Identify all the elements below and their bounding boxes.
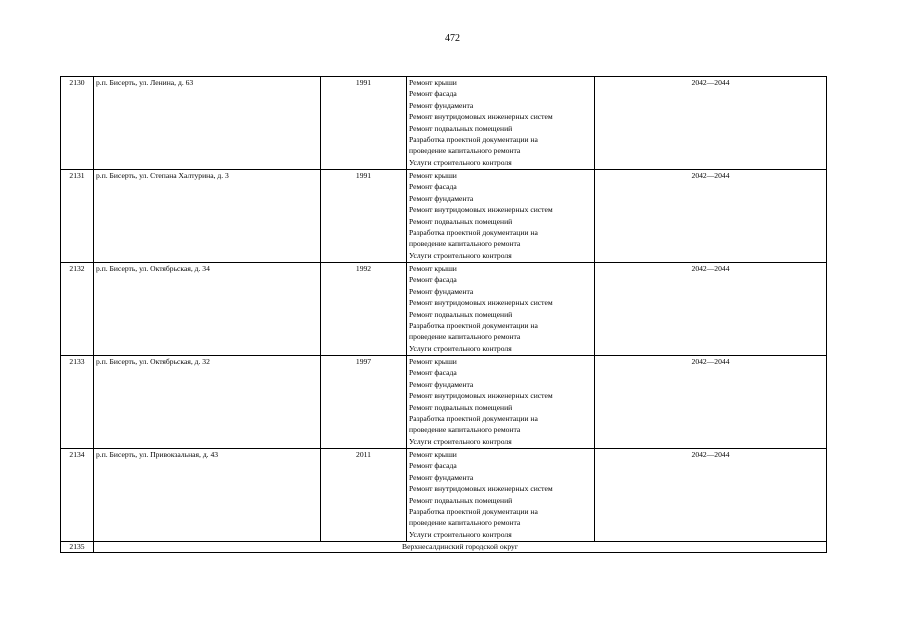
works-cell — [407, 449, 595, 542]
period-cell: 2042—2044 — [595, 77, 827, 170]
work-item: Услуги строительного контроля — [409, 436, 512, 446]
work-item: Ремонт фасада — [409, 182, 457, 192]
district-name-cell: Верхнесалдинский городской округ — [94, 542, 827, 553]
works-cell — [407, 77, 595, 170]
works-cell — [407, 170, 595, 263]
works-cell — [407, 356, 595, 449]
table-body — [61, 77, 827, 553]
row-number-cell: 2134 — [61, 449, 94, 542]
work-item: Ремонт фундамента — [409, 193, 474, 203]
work-item: Ремонт внутридомовых инженерных систем — [409, 484, 553, 494]
work-item: Ремонт подвальных помещений — [409, 402, 513, 412]
work-item: Ремонт фасада — [409, 368, 457, 378]
row-number-cell: 2133 — [61, 356, 94, 449]
work-item: Ремонт крыши — [409, 78, 457, 87]
work-item: Ремонт фундамента — [409, 472, 474, 482]
page-number: 472 — [445, 33, 460, 44]
work-item: Разработка проектной документации на — [409, 507, 538, 517]
work-item: проведение капитального ремонта — [409, 425, 521, 435]
work-item: Ремонт фасада — [409, 89, 457, 99]
address-cell: р.п. Бисерть, ул. Ленина, д. 63 — [94, 77, 321, 170]
work-item: Ремонт крыши — [409, 357, 457, 366]
period-cell: 2042—2044 — [595, 449, 827, 542]
address-cell: р.п. Бисерть, ул. Октябрьская, д. 32 — [94, 356, 321, 449]
work-item: Ремонт подвальных помещений — [409, 309, 513, 319]
row-number-cell: 2130 — [61, 77, 94, 170]
work-item: Ремонт фундамента — [409, 286, 474, 296]
work-item: Ремонт фасада — [409, 275, 457, 285]
work-item: Ремонт фундамента — [409, 100, 474, 110]
work-item: Услуги строительного контроля — [409, 250, 512, 260]
year-cell: 1997 — [321, 356, 407, 449]
work-item: Ремонт фундамента — [409, 379, 474, 389]
address-cell: р.п. Бисерть, ул. Октябрьская, д. 34 — [94, 263, 321, 356]
row-number-cell: 2132 — [61, 263, 94, 356]
work-item: Ремонт подвальных помещений — [409, 216, 513, 226]
work-item: проведение капитального ремонта — [409, 239, 521, 249]
work-item: Ремонт крыши — [409, 450, 457, 459]
work-item: Ремонт крыши — [409, 171, 457, 180]
table-row — [61, 356, 827, 449]
table-row — [61, 263, 827, 356]
work-item: Разработка проектной документации на — [409, 228, 538, 238]
period-cell: 2042—2044 — [595, 170, 827, 263]
table-row — [61, 449, 827, 542]
work-item: Ремонт внутридомовых инженерных систем — [409, 205, 553, 215]
work-item: проведение капитального ремонта — [409, 518, 521, 528]
district-row — [61, 542, 827, 553]
period-cell: 2042—2044 — [595, 263, 827, 356]
work-item: Услуги строительного контроля — [409, 343, 512, 353]
work-item: Услуги строительного контроля — [409, 157, 512, 167]
year-cell: 1992 — [321, 263, 407, 356]
year-cell: 2011 — [321, 449, 407, 542]
work-item: Ремонт подвальных помещений — [409, 123, 513, 133]
work-item: Разработка проектной документации на — [409, 135, 538, 145]
work-item: Ремонт подвальных помещений — [409, 495, 513, 505]
table-row — [61, 77, 827, 170]
work-item: проведение капитального ремонта — [409, 146, 521, 156]
work-item: Разработка проектной документации на — [409, 414, 538, 424]
address-cell: р.п. Бисерть, ул. Привокзальная, д. 43 — [94, 449, 321, 542]
address-cell: р.п. Бисерть, ул. Степана Халтурина, д. 3 — [94, 170, 321, 263]
work-item: Ремонт внутридомовых инженерных систем — [409, 391, 553, 401]
period-cell: 2042—2044 — [595, 356, 827, 449]
work-item: Ремонт фасада — [409, 461, 457, 471]
works-cell — [407, 263, 595, 356]
work-item: Ремонт крыши — [409, 264, 457, 273]
year-cell: 1991 — [321, 170, 407, 263]
year-cell: 1991 — [321, 77, 407, 170]
work-item: Ремонт внутридомовых инженерных систем — [409, 112, 553, 122]
work-item: Услуги строительного контроля — [409, 529, 512, 539]
capital-repair-table — [60, 76, 827, 553]
work-item: проведение капитального ремонта — [409, 332, 521, 342]
work-item: Разработка проектной документации на — [409, 321, 538, 331]
row-number-cell: 2135 — [61, 542, 94, 553]
row-number-cell: 2131 — [61, 170, 94, 263]
table-row — [61, 170, 827, 263]
work-item: Ремонт внутридомовых инженерных систем — [409, 298, 553, 308]
